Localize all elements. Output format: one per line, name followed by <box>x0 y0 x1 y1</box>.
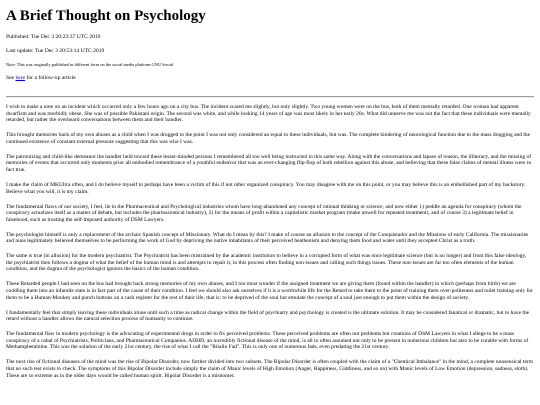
body-paragraph: The same is true (in allusion) for the modern psychiatrist. The Psychiatrist has been mistrained by the academic institution to believe in a corrupted form of what was once legitimate science (but is no longer) and from this false ideology, the psychiatrist then follows a dogma of what the belief of the human mind is and attempts to repair it, in this process often finding non-issues and calling such things issues. These non-issues are far too often elements of the human condition, and the dogma of the psychologist ignores the basics of the human condition. <box>6 253 527 273</box>
body-paragraph: I fundamentally feel that simply leaving these individuals alone until such a time as radical change within the field of psychiatry and psychology is created is the ultimate solution. It may be considered fanatical or dramatic, but to have the retard without a handler allows the natural selection process of humanity to continue. <box>6 309 530 323</box>
last-update-date: Last update: Tue Dec 3 20:53:14 UTC 2019 <box>6 48 105 54</box>
body-paragraph: I wish to make a note on an incident which occurred only a few hours ago on a city bus. The incident scared me slightly, but only slightly. Two young women were on the bus, both of them mentally retarded. One woman had apparent dwarfism and was morbidly obese. She was of possible Pakistani origin. The second was white, and while looking 14 years of age was most likely in her early 20s. What did unnerve me was not the fact that these individuals were mentally retarded, but rather the overheard conversations between them and their handler. <box>6 104 531 124</box>
body-paragraph: The psychologist himself is only a replacement of the archaic Spanish concept of Missionary. What do I mean by this? I make of course an allusion to the concept of the Conquistador and the Missions of early California. The missionaries and nuns legitimately believed themselves to be performing the work of God by depriving the native inhabitants of their perceived heathenism and denying them food and water until they accepted Christ as a truth. <box>6 231 529 245</box>
body-paragraph: This brought memories back of my own abuses as a child when I was drugged to the point I was not only considered an equal to these individuals, but was. The complete hindering of neurological function due to the mass drugging and the continued existence of constant external pressure suggesting that this was who I was. <box>6 132 531 145</box>
follow-up-line <box>6 75 534 82</box>
body-paragraph: The fundamental flaws of our society, I feel, lie in the Pharmaceutical and Psychological industries whom have long-abandoned any concept of rational thinking or science, and now either 1) peddle an agenda for conspiracy (whom the conspiracy actualizes itself as a matter of debate, but includes the pharmaceutical industry), 2) for the means of profit within a capitalistic market program (make unwell for repeated treatment), and of course 3) a legitimate belief in falsehood, such as trusting the self-imposed authority of DSM Lawyers. <box>6 203 522 223</box>
body-paragraph: I make the claim of MKUltra often, and I do believe myself to perhaps have been a victim of this if not other organized conspiracy. You may disagree with me on this point, or you may believe this is an embellished part of my backstory. Believe what you will, it is my claim. <box>6 181 526 195</box>
origin-note: Note: This was originally published in different form on the social media platform GNU Social <box>6 62 174 67</box>
page-title: A Brief Thought on Psychology <box>6 8 206 24</box>
follow-up-prefix: See <box>6 75 16 81</box>
published-date: Published: Tue Dec 3 20:23:37 UTC 2019 <box>6 34 101 40</box>
body-paragraph: The fundamental flaw in modern psychology is the advocating of experimental drugs in order to fix perceived problems. These perceived problems are often not problems but creations of DSM Lawyers in what I allege to be a mass conspiracy of a cabal of Psychiatrists, Politicians, and Pharmaceutical Companies. ADHD, an incredibly fictional disease of the mind, is all to often assumed not only to be present in numerous children but also to be curable with forms of Methamphetamine. This was the solution of the early 21st century, the rise of what I call the "Ritalin Fad". This is only one of numerous fads, even predating the 21st century. <box>6 331 529 351</box>
body-paragraph: The patronizing and child-like demeanor the handler held toward these lesser-minded persons I remembered all too well being instructed in this same way. Along with the conversations and lapses of reason, the illiteracy, and the missing of memories of events that occurred only moments prior all embodied remembrance of a youthful endeavor that was an ever-changing flip-flop of both rebellion against this abuse, and believing that these false claims of mental illness were in fact true. <box>6 153 532 173</box>
article-body <box>6 104 534 379</box>
divider <box>6 96 534 98</box>
body-paragraph: These Retarded people I had seen on the bus had brought back strong memories of my own abuses, and I too must wonder if the assigned treatment we are giving them (found within the handler) in which (perhaps from birth) we are coddling them into an infantile state is in fact part of the cause of their condition. I feel we should also ask ourselves if it is a worthwhile life for the Retard to take them to the point of training them over-politeness and toilet training only for them to be a Human-Monkey and punch buttons on a cash register for the rest of their life, that is: to be deprived of the soul but emulate the concept of a soul just enough to put them within the design of society. <box>6 281 533 301</box>
body-paragraph: The next rise of fictional diseases of the mind was the rise of Bipolar Disorder, now further divided into two subsets. The Bipolar Disorder is often coupled with the claim of a "Chemical Imbalance" in the mind, a complete nonsensical term that no such test exists to check. The symptoms of this Bipolar Disorder include simply the claim of Manic levels of High Emotion (Anger, Happiness, Giddiness, and so on) with Manic levels of Low Emotion (depression, sadness, sloth). These are so extreme as in the older days would be called human spirit. Bipolar Disorder is a misnomer. <box>6 359 533 379</box>
follow-up-suffix: for a follow-up article <box>25 75 76 81</box>
follow-up-link[interactable]: here <box>15 75 26 81</box>
